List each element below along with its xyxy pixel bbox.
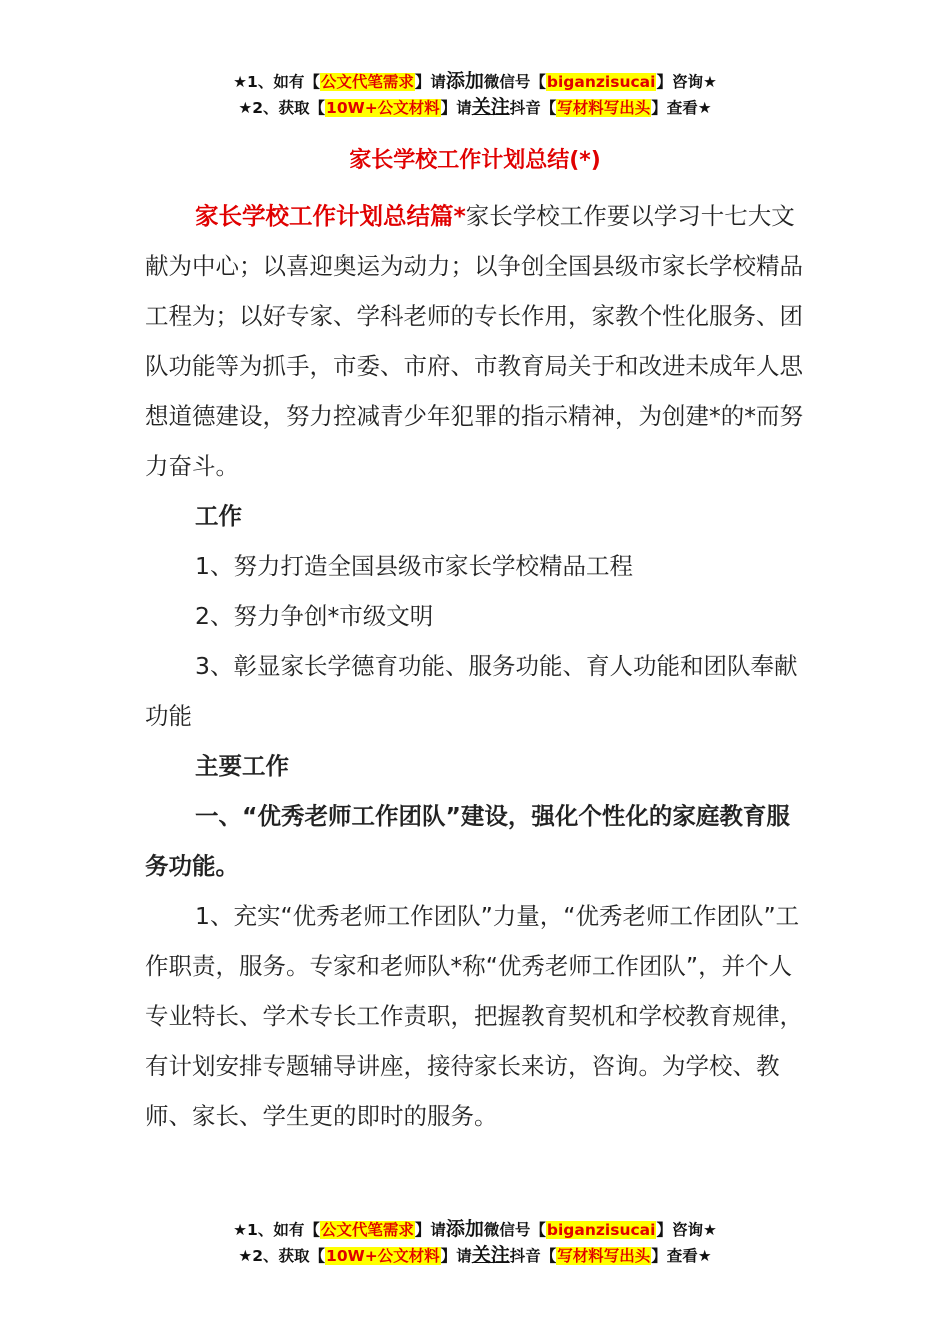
promo-text: 】查看★ — [651, 99, 712, 117]
intro-paragraph — [145, 191, 805, 491]
promo-line-2 — [0, 1243, 950, 1269]
promo-highlight: 10W+公文材料 — [326, 1247, 440, 1265]
list-item: 3、彰显家长学德育功能、服务功能、育人功能和团队奉献功能 — [145, 652, 798, 730]
promo-text: ★1、如有【 — [233, 1221, 320, 1239]
promo-line-1 — [0, 69, 950, 95]
footer-promo-banner — [0, 1217, 950, 1269]
promo-highlight: 公文代笔需求 — [320, 73, 414, 91]
document-body — [145, 191, 805, 1141]
promo-highlight: 写材料写出头 — [557, 1247, 651, 1265]
intro-text: 家长学校工作要以学习十七大文献为中心；以喜迎奥运为动力；以争创全国县级市家长学校精品工程为；以好专家、学科老师的专长作用，家教个性化服务、团队功能等为抓手，市委、市府、市教育局关于和改进未成年人思想道德建设，努力控减青少年犯罪的指示精神，为创建*的*而努力奋斗。 — [145, 202, 803, 480]
promo-highlight: 写材料写出头 — [557, 99, 651, 117]
promo-line-2 — [0, 95, 950, 121]
promo-text: 】请 — [440, 1247, 472, 1265]
promo-wechat-id: biganzisucai — [546, 1221, 656, 1239]
promo-text: 】咨询★ — [656, 73, 717, 91]
promo-text: ★1、如有【 — [233, 73, 320, 91]
promo-wechat-id: biganzisucai — [546, 73, 656, 91]
promo-emphasis: 关注 — [471, 96, 510, 118]
promo-text: 】请 — [414, 73, 446, 91]
promo-text: 】咨询★ — [656, 1221, 717, 1239]
promo-text: 微信号【 — [483, 1221, 546, 1239]
promo-text: ★2、获取【 — [238, 99, 326, 117]
promo-line-1 — [0, 1217, 950, 1243]
promo-text: 抖音【 — [509, 1247, 557, 1265]
promo-text: 】请 — [414, 1221, 446, 1239]
promo-text: 】请 — [440, 99, 472, 117]
promo-highlight: 10W+公文材料 — [326, 99, 440, 117]
promo-emphasis: 添加 — [445, 1218, 484, 1240]
header-promo-banner — [0, 69, 950, 121]
promo-text: ★2、获取【 — [238, 1247, 326, 1265]
list-item: 1、努力打造全国县级市家长学校精品工程 — [195, 552, 633, 580]
promo-emphasis: 关注 — [471, 1244, 510, 1266]
promo-text: 】查看★ — [651, 1247, 712, 1265]
heading-work: 工作 — [195, 502, 242, 530]
promo-text: 微信号【 — [483, 73, 546, 91]
document-title: 家长学校工作计划总结(*) — [349, 148, 601, 173]
promo-emphasis: 添加 — [445, 70, 484, 92]
list-item: 2、努力争创*市级文明 — [195, 602, 434, 630]
promo-text: 抖音【 — [509, 99, 557, 117]
section-paragraph: 1、充实“优秀老师工作团队”力量，“优秀老师工作团队”工作职责，服务。专家和老师队*称“优秀老师工作团队”，并个人专业特长、学术专长工作责职，把握教育契机和学校教育规律，有计划安排专题辅导讲座，接待家长来访，咨询。为学校、教师、家长、学生更的即时的服务。 — [145, 902, 803, 1130]
heading-main-work: 主要工作 — [195, 752, 289, 780]
promo-highlight: 公文代笔需求 — [320, 1221, 414, 1239]
intro-lead: 家长学校工作计划总结篇* — [195, 202, 466, 230]
section-heading: 一、“优秀老师工作团队”建设，强化个性化的家庭教育服务功能。 — [145, 802, 790, 880]
